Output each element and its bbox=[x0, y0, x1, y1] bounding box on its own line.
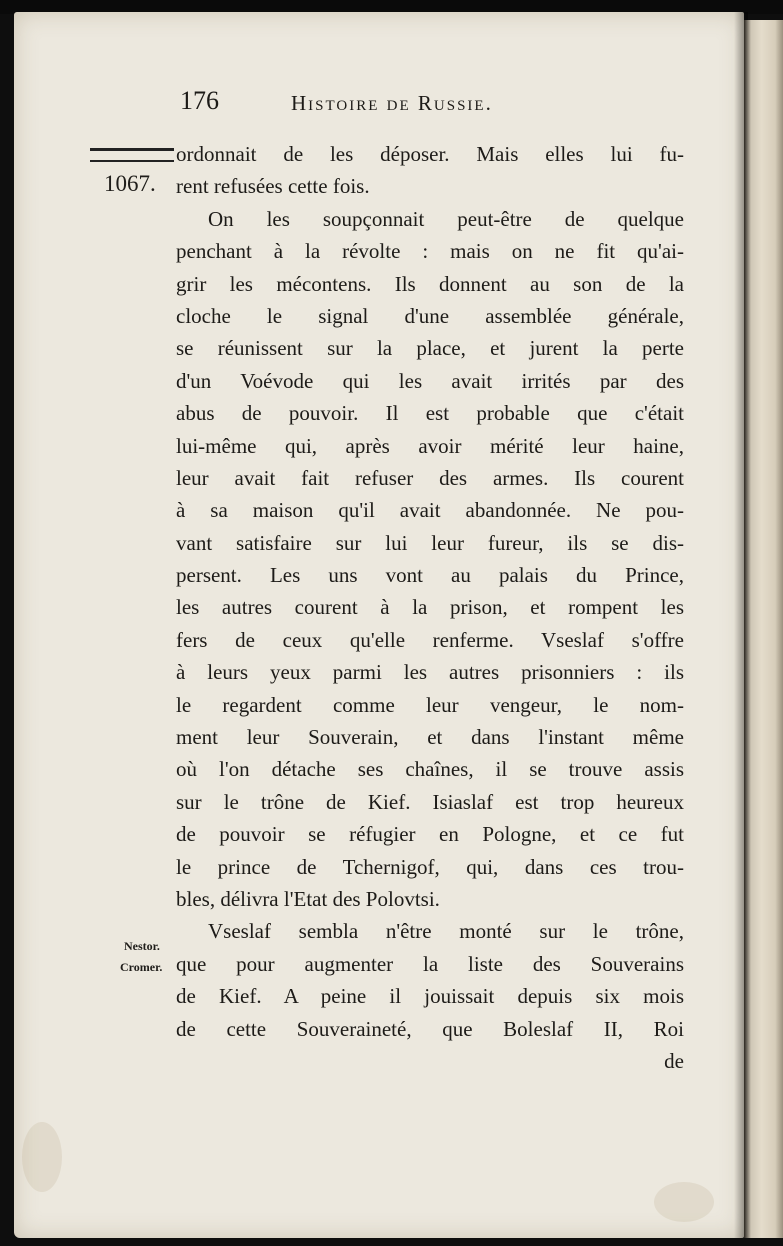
margin-note-cromer: Cromer. bbox=[120, 960, 163, 974]
text-line: de cette Souveraineté, que Boleslaf II, Roi bbox=[176, 1016, 684, 1041]
text-line: persent. Les uns vont au palais du Prince, bbox=[176, 563, 684, 588]
paper-stain bbox=[22, 1122, 62, 1192]
body-text bbox=[176, 138, 684, 1077]
page-number: 176 bbox=[180, 86, 219, 115]
next-page-edge bbox=[744, 20, 783, 1238]
text-line: bles, délivra l'Etat des Polovtsi. bbox=[176, 886, 440, 911]
text-line: Vseslaf sembla n'être monté sur le trône, bbox=[208, 919, 684, 944]
paper-stain bbox=[654, 1182, 714, 1222]
text-line: abus de pouvoir. Il est probable que c'était bbox=[176, 401, 684, 426]
text-line: leur avait fait refuser des armes. Ils courent bbox=[176, 465, 684, 490]
text-line: On les soupçonnait peut-être de quelque bbox=[208, 206, 684, 231]
text-line: de pouvoir se réfugier en Pologne, et ce fut bbox=[176, 822, 684, 847]
page-header bbox=[180, 86, 690, 116]
text-line: fers de ceux qu'elle renferme. Vseslaf s'offre bbox=[176, 627, 684, 652]
margin-note-nestor: Nestor. bbox=[124, 939, 160, 953]
margin-rule bbox=[90, 148, 174, 162]
text-line: le prince de Tchernigof, qui, dans ces trou- bbox=[176, 854, 684, 879]
text-line: à leurs yeux parmi les autres prisonniers : ils bbox=[176, 660, 684, 685]
text-line: grir les mécontens. Ils donnent au son de la bbox=[176, 271, 684, 296]
catchword: de bbox=[664, 1048, 684, 1073]
text-line: cloche le signal d'une assemblée générale, bbox=[176, 303, 684, 328]
margin-year: 1067. bbox=[104, 171, 156, 196]
text-line: que pour augmenter la liste des Souverains bbox=[176, 951, 684, 976]
text-line: vant satisfaire sur lui leur fureur, ils se dis- bbox=[176, 530, 684, 555]
text-line: les autres courent à la prison, et rompent les bbox=[176, 595, 684, 620]
text-line: ment leur Souverain, et dans l'instant même bbox=[176, 725, 684, 750]
text-line: sur le trône de Kief. Isiaslaf est trop heureux bbox=[176, 789, 684, 814]
text-line: à sa maison qu'il avait abandonnée. Ne pou- bbox=[176, 498, 684, 523]
text-line: se réunissent sur la place, et jurent la perte bbox=[176, 336, 684, 361]
text-line: lui-même qui, après avoir mérité leur haine, bbox=[176, 433, 684, 458]
text-line: ordonnait de les déposer. Mais elles lui fu- bbox=[176, 142, 684, 166]
text-line: de Kief. A peine il jouissait depuis six mois bbox=[176, 984, 684, 1009]
text-line: où l'on détache ses chaînes, il se trouve assis bbox=[176, 757, 684, 782]
text-line: penchant à la révolte : mais on ne fit qu'ai- bbox=[176, 239, 684, 264]
running-title: Histoire de Russie. bbox=[291, 91, 493, 115]
text-line: le regardent comme leur vengeur, le nom- bbox=[176, 692, 684, 717]
text-line: rent refusées cette fois. bbox=[176, 174, 370, 199]
text-line: d'un Voévode qui les avait irrités par des bbox=[176, 368, 684, 393]
